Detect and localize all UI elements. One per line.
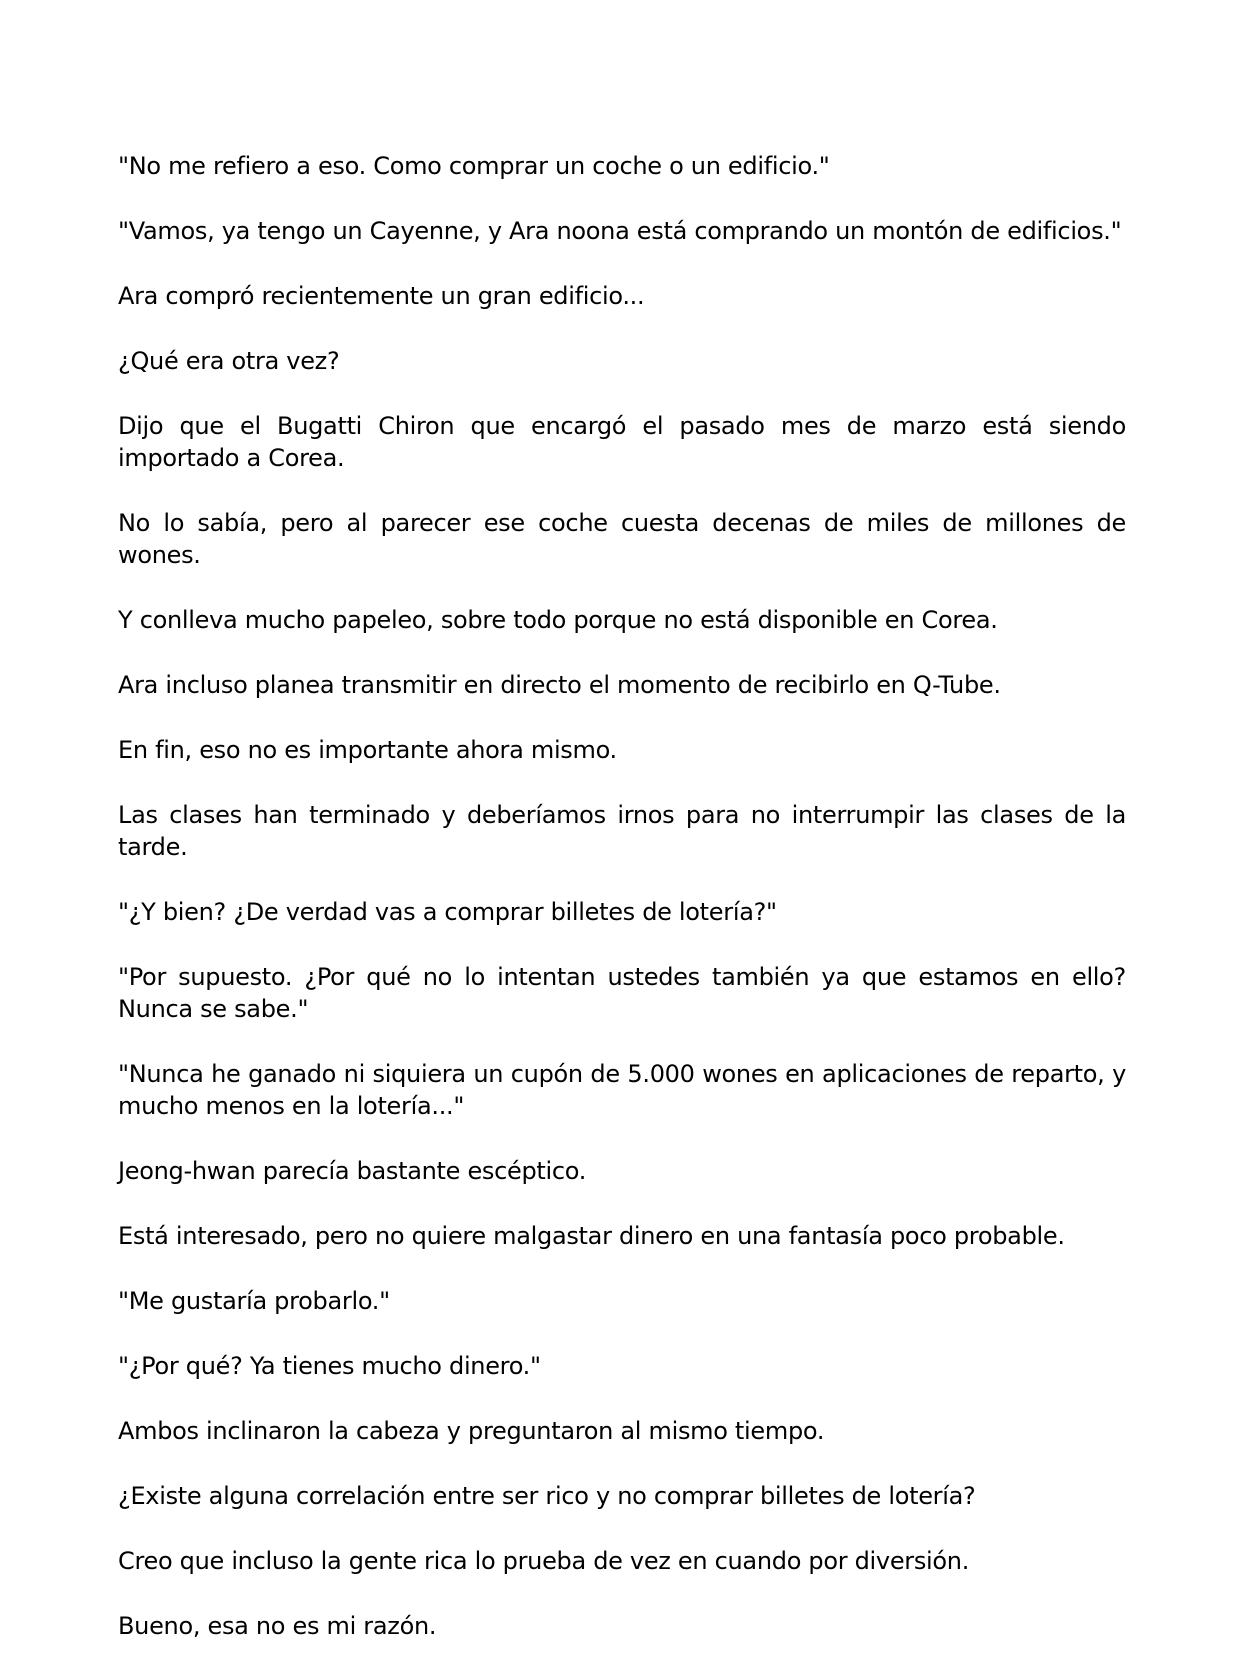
paragraph: "¿Por qué? Ya tienes mucho dinero." [118,1352,541,1380]
paragraph: Bueno, esa no es mi razón. [118,1612,437,1640]
paragraph: "Me gustaría probarlo." [118,1287,390,1315]
paragraph: "Por supuesto. ¿Por qué no lo intentan ustedes también ya que estamos en ello? Nunca se sabe." [118,963,1126,1023]
paragraph: Jeong-hwan parecía bastante escéptico. [118,1157,587,1185]
paragraph: Está interesado, pero no quiere malgastar dinero en una fantasía poco probable. [118,1222,1065,1250]
paragraph: "Nunca he ganado ni siquiera un cupón de 5.000 wones en aplicaciones de reparto, y mucho menos en la lotería..." [118,1060,1126,1120]
paragraph: Y conlleva mucho papeleo, sobre todo porque no está disponible en Corea. [118,606,998,634]
paragraph: "No me refiero a eso. Como comprar un coche o un edificio." [118,152,830,180]
paragraph: Ara compró recientemente un gran edificio... [118,282,645,310]
paragraph: No lo sabía, pero al parecer ese coche cuesta decenas de miles de millones de wones. [118,509,1126,569]
document-body [118,150,1126,1675]
paragraph: En fin, eso no es importante ahora mismo. [118,736,617,764]
paragraph: Dijo que el Bugatti Chiron que encargó el pasado mes de marzo está siendo importado a Corea. [118,412,1126,472]
paragraph: Creo que incluso la gente rica lo prueba de vez en cuando por diversión. [118,1547,970,1575]
paragraph: "¿Y bien? ¿De verdad vas a comprar billetes de lotería?" [118,898,777,926]
paragraph: ¿Existe alguna correlación entre ser rico y no comprar billetes de lotería? [118,1482,976,1510]
paragraph: Ambos inclinaron la cabeza y preguntaron al mismo tiempo. [118,1417,825,1445]
paragraph: ¿Qué era otra vez? [118,347,340,375]
paragraph: Las clases han terminado y deberíamos irnos para no interrumpir las clases de la tarde. [118,801,1126,861]
paragraph: Ara incluso planea transmitir en directo el momento de recibirlo en Q-Tube. [118,671,1001,699]
paragraph: "Vamos, ya tengo un Cayenne, y Ara noona está comprando un montón de edificios." [118,217,1122,245]
